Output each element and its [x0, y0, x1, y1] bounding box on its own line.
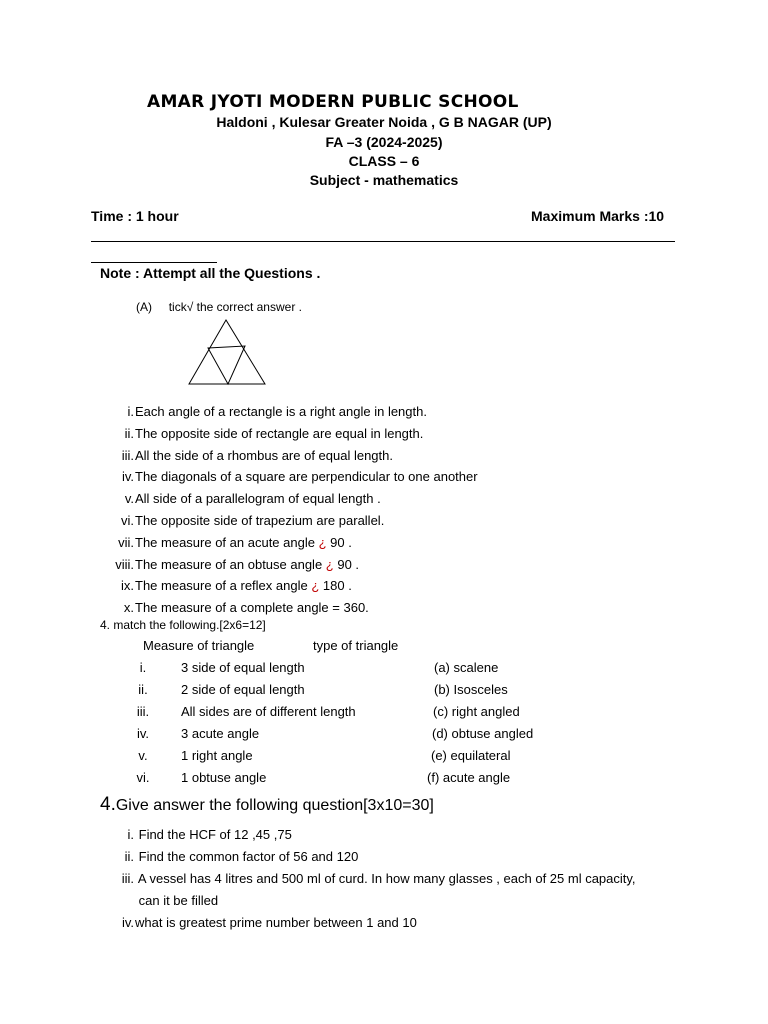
list-item: ii. Find the common factor of 56 and 120 — [124, 849, 359, 864]
list-item: vii.The measure of an acute angle ¿ 90 . — [118, 534, 352, 550]
inverted-question-mark: ¿ — [318, 534, 327, 550]
match-table: i. 3 side of equal length (a) scalene ii. 2 side of equal length (b) Isosceles iii. All sides are of different length (c) right angled iv. 3 acute angle (d) obtuse angled v. 1 right angle (e) equilateral vi. 1 obtuse angle (f) acute angle — [136, 660, 534, 785]
match-col2-head: type of triangle — [313, 638, 399, 653]
exam-name: FA –3 (2024-2025) — [325, 134, 443, 150]
inverted-question-mark: ¿ — [325, 556, 334, 572]
list-item: viii.The measure of an obtuse angle ¿ 90 . — [115, 556, 360, 572]
match-title: 4. match the following.[2x6=12] — [100, 618, 266, 632]
list-item-continuation: can it be filled — [138, 893, 219, 908]
section-a-heading — [136, 300, 302, 314]
q4-number: 4. — [100, 794, 116, 815]
inverted-question-mark: ¿ — [311, 578, 320, 594]
match-col1-head: Measure of triangle — [143, 638, 255, 653]
school-name: AMAR JYOTI MODERN PUBLIC SCHOOL — [147, 92, 519, 112]
class-label: CLASS – 6 — [348, 153, 420, 169]
list-item: iv.what is greatest prime number between 1 and 10 — [121, 915, 417, 930]
list-item: v.All side of a parallelogram of equal length . — [124, 491, 381, 507]
inner-triangle — [208, 346, 245, 384]
header-rule — [91, 241, 675, 242]
section-a-label: (A) — [136, 300, 152, 314]
time-label: Time : 1 hour — [91, 208, 179, 224]
list-item: iii.All the side of a rhombus are of equal length. — [121, 447, 393, 463]
list-item: x.The measure of a complete angle = 360. — [123, 600, 369, 616]
section-a-list — [94, 401, 478, 619]
list-item: i. Find the HCF of 12 ,45 ,75 — [127, 827, 292, 842]
section-a-instruction: tick√ the correct answer . — [168, 300, 302, 314]
q4-title: Give answer the following question[3x10=30] — [115, 797, 434, 814]
list-item: vi.The opposite side of trapezium are parallel. — [121, 512, 385, 528]
header-rule-short — [91, 262, 217, 263]
outer-triangle — [189, 320, 265, 384]
note: Note : Attempt all the Questions . — [100, 265, 321, 281]
list-item: ii.The opposite side of rectangle are equal in length. — [124, 425, 424, 441]
subject-label: Subject - mathematics — [309, 172, 459, 188]
q4-heading — [100, 794, 434, 816]
list-item: i.Each angle of a rectangle is a right angle in length. — [127, 404, 427, 419]
triangle-figure — [185, 318, 269, 386]
school-address: Haldoni , Kulesar Greater Noida , G B NAGAR (UP) — [216, 114, 552, 130]
q4-list — [94, 824, 636, 934]
list-item: iv.The diagonals of a square are perpendicular to one another — [121, 469, 478, 485]
list-item: ix.The measure of a reflex angle ¿ 180 . — [121, 578, 352, 594]
max-marks-label: Maximum Marks :10 — [531, 208, 665, 224]
list-item: iii. A vessel has 4 litres and 500 ml of curd. In how many glasses , each of 25 ml capacity, — [121, 871, 636, 886]
